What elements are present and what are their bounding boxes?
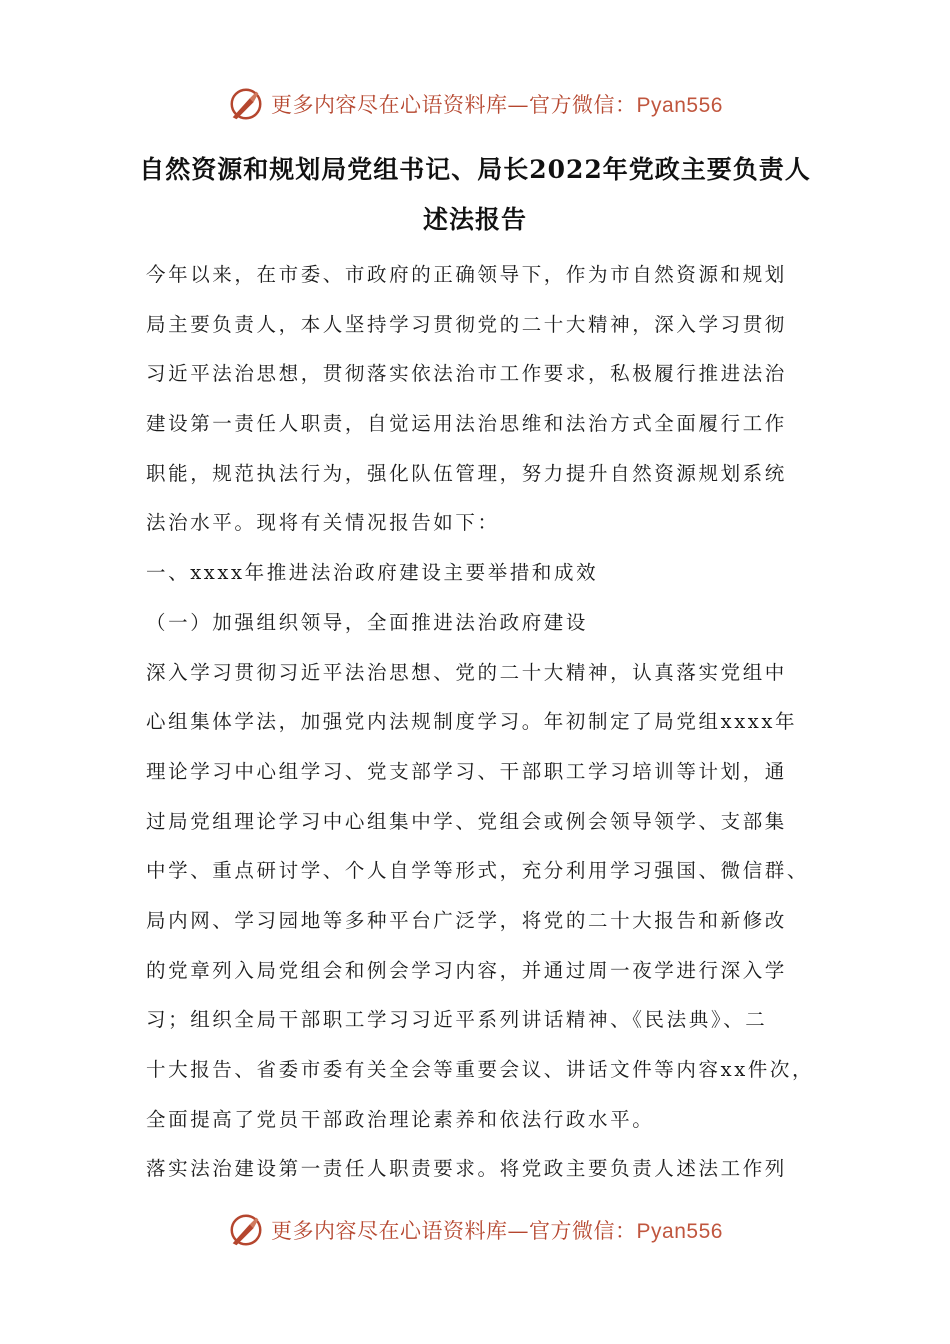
body-line: 深入学习贯彻习近平法治思想、党的二十大精神，认真落实党组中 [146,660,787,684]
banner-text: 更多内容尽在心语资料库—官方微信：Pyan556 [271,93,723,117]
body-line: 中学、重点研讨学、个人自学等形式，充分利用学习强国、微信群、 [146,859,810,883]
body-line: 今年以来，在市委、市政府的正确领导下，作为市自然资源和规划 [146,263,787,286]
body-line: 建设第一责任人职责，自觉运用法治思维和法治方式全面履行工作 [146,412,787,436]
body-line: 习；组织全局干部职工学习习近平系列讲话精神、《民法典》、二 [146,1008,768,1032]
pen-logo-icon [227,1211,265,1249]
document-title-line-1: 自然资源和规划局党组书记、局长2022年党政主要负责人 [139,155,811,184]
wechat-id: Pyan556 [636,1220,723,1243]
wechat-id: Pyan556 [636,94,723,117]
body-line: 局主要负责人，本人坚持学习贯彻党的二十大精神，深入学习贯彻 [146,312,787,336]
body-line: 全面提高了党员干部政治理论素养和依法行政水平。 [146,1107,655,1131]
body-line: 局内网、学习园地等多种平台广泛学，将党的二十大报告和新修改 [146,908,787,932]
banner-text: 更多内容尽在心语资料库—官方微信：Pyan556 [271,1219,723,1243]
body-line: 落实法治建设第一责任人职责要求。将党政主要负责人述法工作列 [146,1157,787,1181]
body-line: 理论学习中心组学习、党支部学习、干部职工学习培训等计划，通 [146,759,787,783]
document-body [146,250,816,1194]
body-line: 法治水平。现将有关情况报告如下： [146,511,500,535]
body-line: 过局党组理论学习中心组集中学、党组会或例会领导领学、支部集 [146,809,787,833]
document-title-line-2: 述法报告 [422,205,527,234]
body-line: 十大报告、省委市委有关全会等重要会议、讲话文件等内容xx件次， [146,1058,815,1081]
subsection-heading: （一）加强组织领导，全面推进法治政府建设 [146,610,589,634]
body-line: 心组集体学法，加强党内法规制度学习。年初制定了局党组xxxx年 [146,710,798,734]
body-line: 习近平法治思想，贯彻落实依法治市工作要求，私极履行推进法治 [146,362,787,386]
header-banner [0,82,950,126]
body-line: 职能，规范执法行为，强化队伍管理，努力提升自然资源规划系统 [146,461,787,485]
pen-logo-icon [227,85,265,123]
body-line: 的党章列入局党组会和例会学习内容，并通过周一夜学进行深入学 [146,958,787,982]
footer-banner [0,1208,950,1252]
section-heading: 一、xxxx年推进法治政府建设主要举措和成效 [146,561,599,585]
